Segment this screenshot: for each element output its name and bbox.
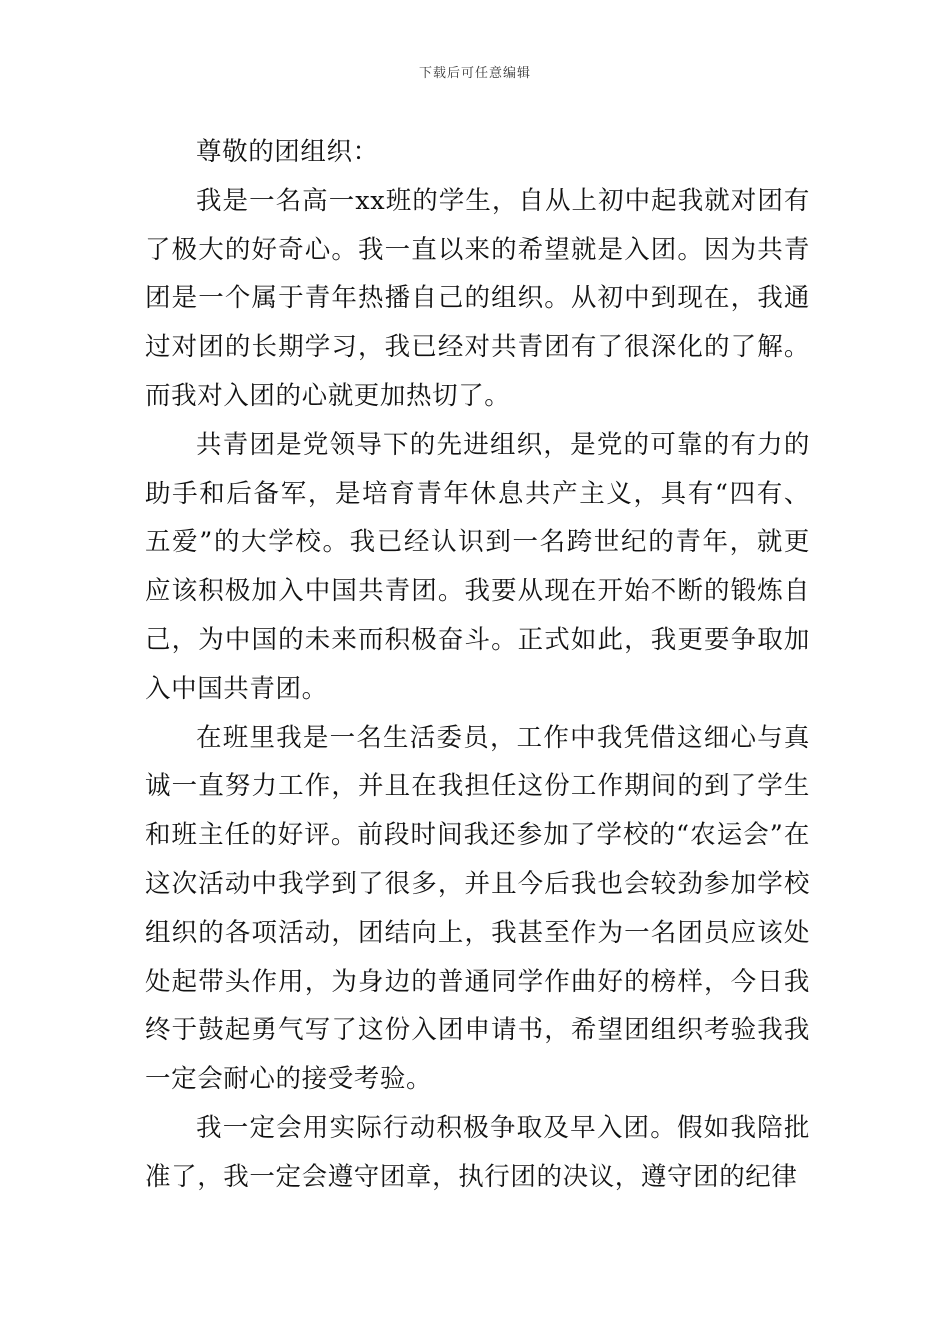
paragraph-3: 在班里我是一名生活委员，工作中我凭借这细心与真诚一直努力工作，并且在我担任这份工作期间的到了学生和班主任的好评。前段时间我还参加了学校的“农运会”在这次活动中我学到了很多，并且今后我也会较劲参加学校组织的各项活动，团结向上，我甚至作为一名团员应该处处起带头作用，为身边的普通同学作曲好的榜样，今日我终于鼓起勇气写了这份入团申请书，希望团组织考验我我一定会耐心的接受考验。 bbox=[145, 722, 810, 1095]
paragraph-2: 共青团是党领导下的先进组织，是党的可靠的有力的助手和后备军，是培育青年休息共产主义，具有“四有、五爱”的大学校。我已经认识到一名跨世纪的青年，就更应该积极加入中国共青团。我要从现在开始不断的锻炼自己，为中国的未来而积极奋斗。正式如此，我更要争取加入中国共青团。 bbox=[145, 429, 810, 704]
salutation: 尊敬的团组织： bbox=[196, 137, 379, 167]
header-note: 下载后可任意编辑 bbox=[418, 66, 531, 81]
paragraph-4: 我一定会用实际行动积极争取及早入团。假如我陪批准了，我一定会遵守团章，执行团的决议，遵守团的纪律 bbox=[145, 1112, 810, 1192]
paragraph-1: 我是一名高一xx班的学生，自从上初中起我就对团有了极大的好奇心。我一直以来的希望就是入团。因为共青团是一个属于青年热播自己的组织。从初中到现在，我通过对团的长期学习，我已经对共青团有了很深化的了解。而我对入团的心就更加热切了。 bbox=[145, 185, 810, 411]
letter-body bbox=[145, 128, 810, 1202]
